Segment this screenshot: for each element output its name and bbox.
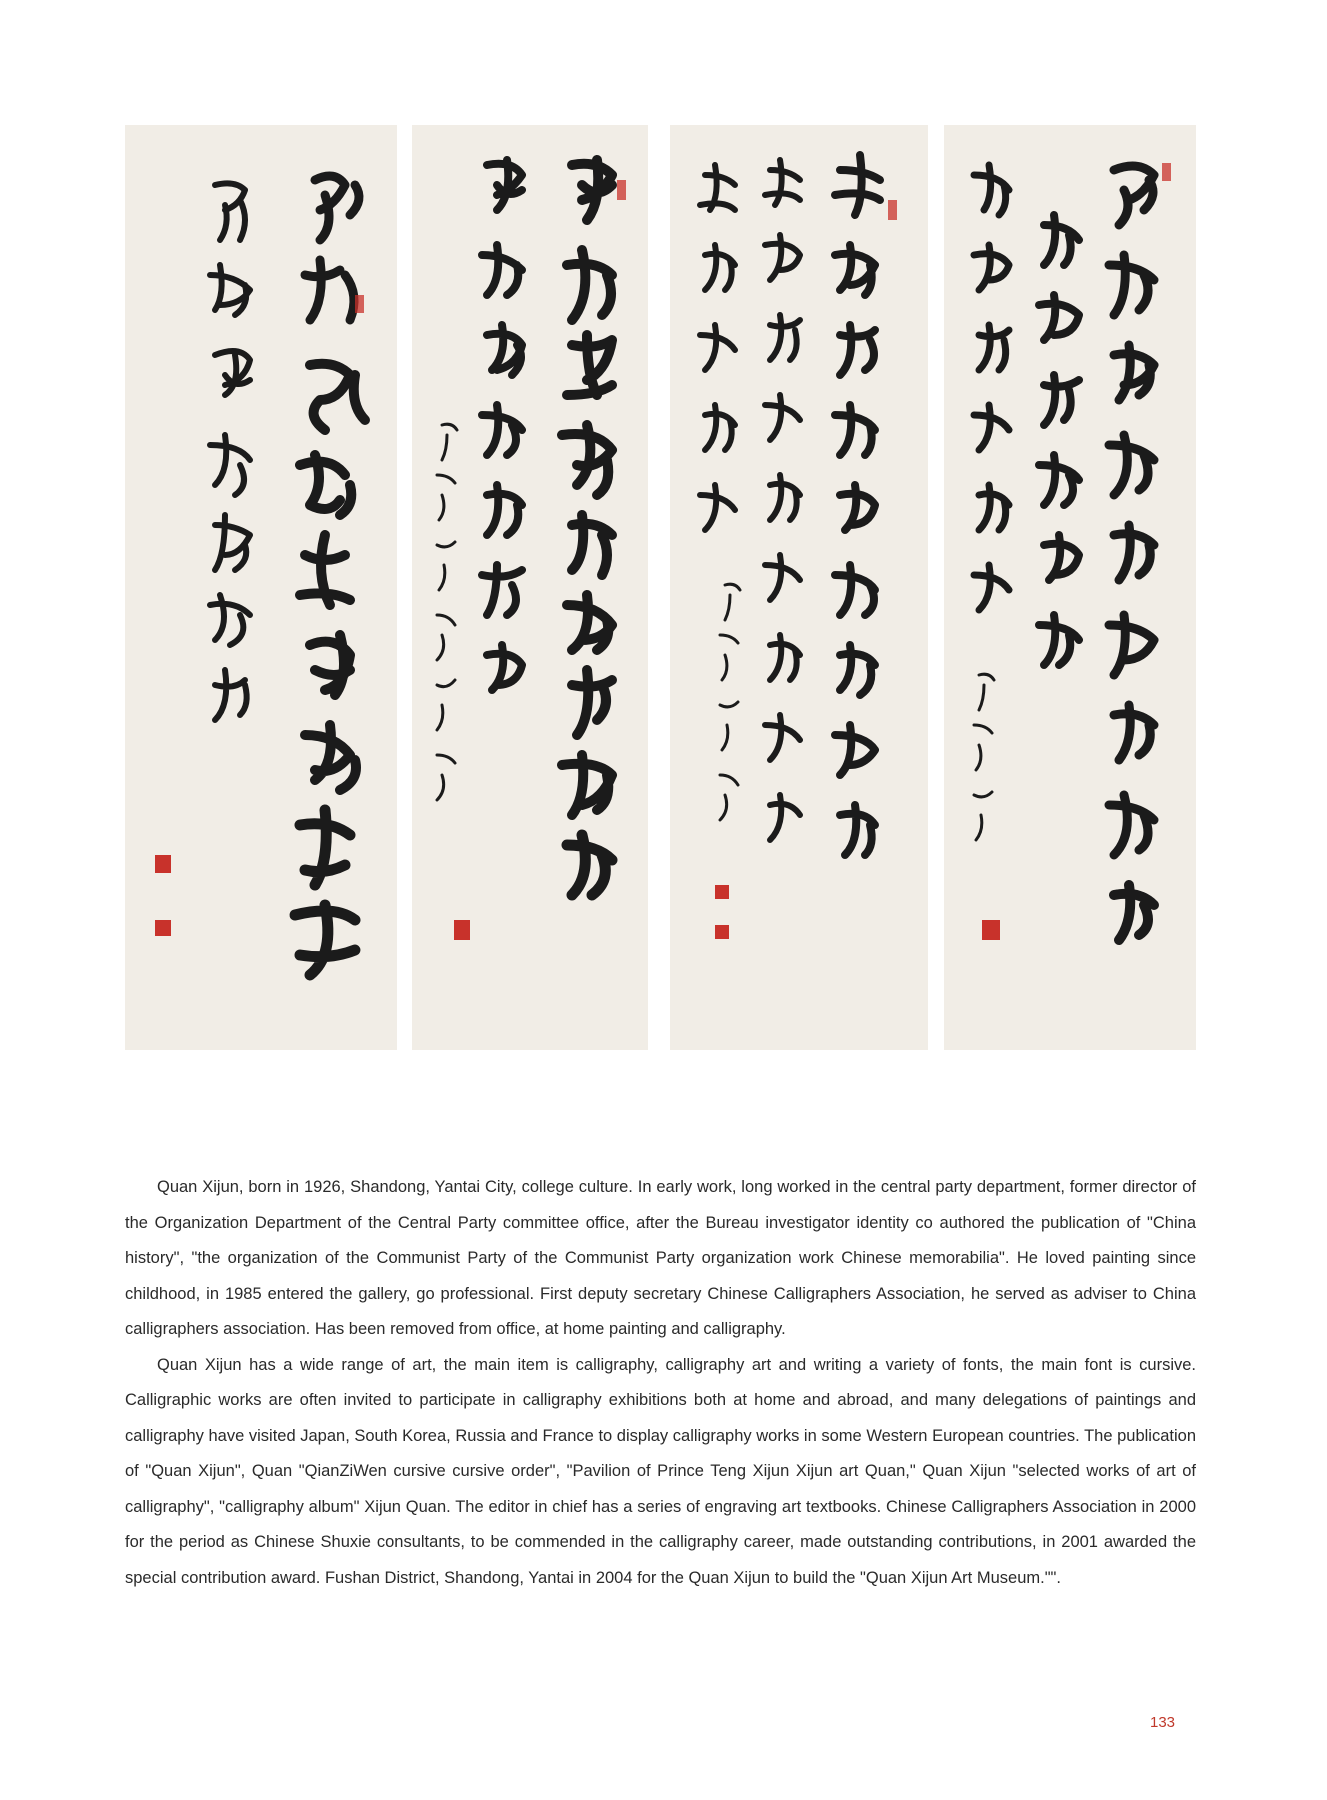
- page-number: 133: [1150, 1714, 1176, 1731]
- biography-paragraph-2: Quan Xijun has a wide range of art, the main item is calligraphy, calligraphy art and writing a variety of fonts, the main font is cursive. Calligraphic works are often invited to participate in calligraphy exhibitions both at home and abroad, and many delegations of paintings and calligraphy have visited Japan, South Korea, Russia and France to display calligraphy works in some Western European countries. The publication of "Quan Xijun", Quan "QianZiWen cursive cursive order", "Pavilion of Prince Teng Xijun Xijun art Quan," Quan Xijun "selected works of art of calligraphy", "calligraphy album" Xijun Quan. The editor in chief has a series of engraving art textbooks. Chinese Calligraphers Association in 2000 for the period as Chinese Shuxie consultants, to be commended in the calligraphy career, made outstanding contributions, in 2001 awarded the special contribution award. Fushan District, Shandong, Yantai in 2004 for the Quan Xijun to build the "Quan Xijun Art Museum."".: [125, 1355, 1196, 1587]
- calligraphy-scroll-2-artwork: [412, 125, 648, 1050]
- calligraphy-scroll-1: [125, 125, 397, 1050]
- biography-paragraph-1: Quan Xijun, born in 1926, Shandong, Yantai City, college culture. In early work, long worked in the central party department, former director of the Organization Department of the Central Party committee office, after the Bureau investigator identity co authored the publication of "China history", "the organization of the Communist Party of the Communist Party organization work Chinese memorabilia". He loved painting since childhood, in 1985 entered the gallery, go professional. First deputy secretary Chinese Calligraphers Association, he served as adviser to China calligraphers association. Has been removed from office, at home painting and calligraphy.: [125, 1178, 1196, 1338]
- seal-stamps: [454, 180, 626, 940]
- calligraphy-scroll-4: [944, 125, 1196, 1050]
- calligraphy-scroll-3-artwork: [670, 125, 928, 1050]
- calligraphy-scroll-2: [412, 125, 648, 1050]
- calligraphy-scroll-3: [670, 125, 928, 1050]
- calligraphy-ink: [437, 160, 612, 895]
- biography-text: [125, 1170, 1196, 1596]
- calligraphy-ink: [974, 165, 1154, 940]
- calligraphy-scroll-4-artwork: [944, 125, 1196, 1050]
- calligraphy-ink: [700, 155, 880, 855]
- calligraphy-scroll-1-artwork: [125, 125, 397, 1050]
- calligraphy-ink: [210, 176, 365, 975]
